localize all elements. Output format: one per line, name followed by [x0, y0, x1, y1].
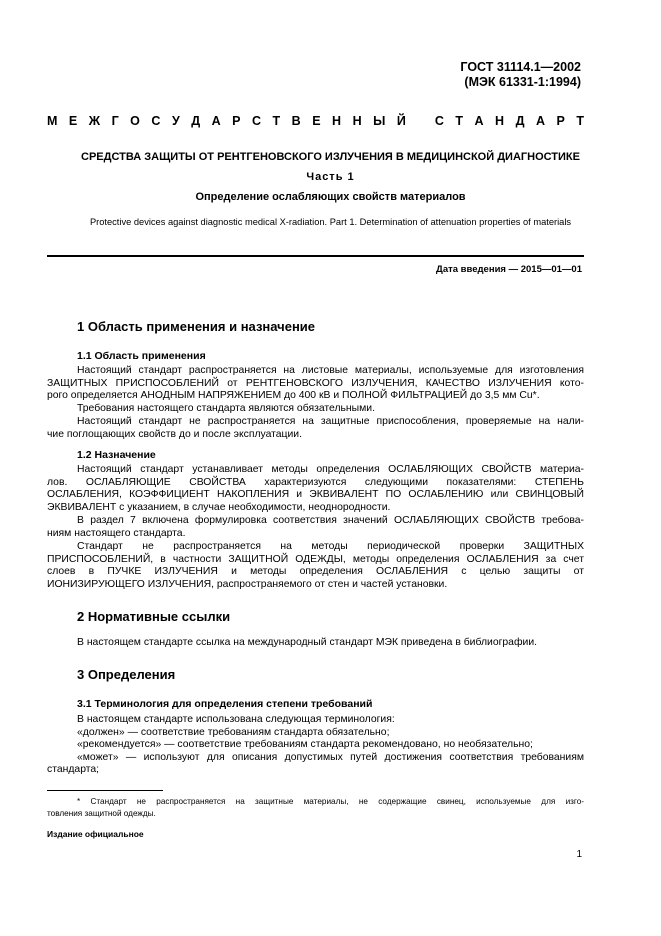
banner-letter: Г: [111, 114, 119, 128]
section-2-paragraph: [77, 637, 584, 650]
footnote: [47, 796, 584, 820]
text-line: ЭКВИВАЛЕНТ с указанием, в случае необходимости, неоднородности.: [47, 501, 391, 513]
section-1-1-heading: 1.1 Область применения: [77, 350, 206, 362]
standard-code-block: [460, 60, 581, 90]
banner-letter: Р: [232, 114, 241, 128]
footnote-line: товления защитной одежды.: [47, 809, 156, 818]
text-line: В настоящем стандарте ссылка на международный стандарт МЭК приведена в библиографии.: [77, 637, 538, 648]
section-3-1-terminology: [47, 714, 584, 777]
banner-letter: Ж: [88, 114, 101, 128]
text-line: ИОНИЗИРУЮЩЕГО ИЗЛУЧЕНИЯ, распространяемого от стен и частей установки.: [47, 578, 448, 590]
section-1-1-paragraph-3: [47, 416, 584, 441]
text-line: слоев в ПУЧКЕ ИЗЛУЧЕНИЯ и методы определения ОСЛАБЛЕНИЯ с целью защиты от: [47, 566, 584, 577]
text-line: Требования настоящего стандарта являются обязательными.: [77, 403, 375, 414]
banner-letter: А: [211, 114, 221, 128]
banner-letter: С: [434, 114, 444, 128]
banner-letter: Т: [272, 114, 281, 128]
banner-letter: Т: [455, 114, 464, 128]
banner-letter: Е: [312, 114, 321, 128]
section-2-heading: 2 Нормативные ссылки: [77, 609, 231, 624]
banner-letter: Н: [332, 114, 342, 128]
section-1-2-paragraph-3: [47, 541, 584, 591]
banner-letter: А: [474, 114, 484, 128]
banner-letter: Д: [191, 114, 201, 128]
banner-letter: М: [47, 114, 58, 128]
text-line: ниям настоящего стандарта.: [47, 527, 186, 539]
banner-letter: Й: [396, 114, 406, 128]
text-line: ПРИСПОСОБЛЕНИЙ, в частности ЗАЩИТНОЙ ОДЕЖДЫ, методы определения ОСЛАБЛЕНИЯ за счет: [47, 553, 584, 565]
text-line: Настоящий стандарт устанавливает методы определения ОСЛАБЛЯЮЩИХ СВОЙСТВ материа-: [77, 464, 584, 475]
text-line: лов. ОСЛАБЛЯЮЩИЕ СВОЙСТВА характеризуются следующими показателями: СТЕПЕНЬ: [47, 476, 584, 488]
banner-letter: О: [130, 114, 140, 128]
banner-letter: В: [291, 114, 301, 128]
english-title: Protective devices against diagnostic medical X-radiation. Part 1. Determination of attenuation properties of materials: [89, 217, 572, 227]
text-line: стандарта;: [47, 764, 100, 775]
section-3-1-heading: 3.1 Терминология для определения степени требований: [77, 698, 373, 710]
page-number: 1: [576, 849, 582, 860]
text-line: Настоящий стандарт не распространяется на защитные приспособления, проверяемые на нали-: [77, 416, 584, 427]
banner-letter: А: [535, 114, 546, 128]
title-divider: [47, 255, 584, 257]
text-line: рого определяется АНОДНЫМ НАПРЯЖЕНИЕМ до 400 кВ и ПОЛНОЙ ФИЛЬТРАЦИЕЙ до 3,5 мм Cu*.: [47, 390, 540, 401]
section-1-1-paragraph-2: [77, 403, 584, 416]
banner-letter: Т: [576, 114, 584, 128]
banner-letter: С: [151, 114, 161, 128]
section-1-1-paragraph-1: [47, 365, 584, 403]
section-1-2-heading: 1.2 Назначение: [77, 449, 156, 461]
section-1-2-paragraph-2: [47, 515, 584, 540]
banner-letter: С: [252, 114, 262, 128]
gost-code: ГОСТ 31114.1—2002: [460, 60, 581, 74]
banner-word-gap: [417, 114, 423, 128]
text-line: В настоящем стандарте использована следующая терминология:: [77, 714, 395, 725]
introduction-date: Дата введения — 2015—01—01: [436, 264, 582, 275]
section-1-heading: 1 Область применения и назначение: [77, 319, 316, 334]
text-line: В раздел 7 включена формулировка соответствия значений ОСЛАБЛЯЮЩИХ СВОЙСТВ требова-: [77, 515, 584, 526]
banner-letter: Д: [515, 114, 525, 128]
text-line: Настоящий стандарт распространяется на листовые материалы, используемые для изготовления: [77, 365, 584, 376]
iec-code: (МЭК 61331-1:1994): [464, 75, 581, 89]
banner-letter: Е: [68, 114, 78, 128]
text-line: «должен» — соответствие требованиям стандарта обязательно;: [77, 726, 390, 738]
interstate-standard-banner: [47, 114, 584, 128]
footnote-divider: [47, 790, 163, 791]
text-line: Стандарт не распространяется на методы периодической проверки ЗАЩИТНЫХ: [77, 541, 584, 552]
official-edition-label: Издание официальное: [47, 829, 144, 839]
banner-letter: Н: [495, 114, 505, 128]
text-line: чие поглощающих свойств до и после эксплуатации.: [47, 428, 303, 440]
text-line: ЗАЩИТНЫХ ПРИСПОСОБЛЕНИЙ от РЕНТГЕНОВСКОГО ИЗЛУЧЕНИЯ, КАЧЕСТВО ИЗЛУЧЕНИЯ кото-: [47, 377, 584, 389]
banner-letter: Ы: [373, 114, 386, 128]
text-line: ОСЛАБЛЕНИЯ, КОЭФФИЦИЕНТ НАКОПЛЕНИЯ и ЭКВИВАЛЕНТ ПО ОСЛАБЛЕНИЮ или СВИНЦОВЫЙ: [47, 489, 584, 500]
text-line: «рекомендуется» — соответствие требованиям стандарта рекомендовано, но необязательно;: [77, 739, 533, 750]
section-3-heading: 3 Определения: [77, 667, 176, 682]
footnote-line: * Стандарт не распространяется на защитные материалы, не содержащие свинец, используемые для изго-: [77, 797, 584, 806]
part-label: Часть 1: [306, 171, 355, 183]
section-1-2-paragraph-1: [47, 464, 584, 514]
banner-letter: Р: [556, 114, 565, 128]
text-line: «может» — используют для описания допустимых путей достижения соответствия требованиям: [77, 751, 584, 763]
document-title: СРЕДСТВА ЗАЩИТЫ ОТ РЕНТГЕНОВСКОГО ИЗЛУЧЕНИЯ В МЕДИЦИНСКОЙ ДИАГНОСТИКЕ: [81, 151, 580, 163]
document-subtitle: Определение ослабляющих свойств материалов: [195, 191, 466, 203]
banner-letter: Н: [352, 114, 362, 128]
banner-letter: У: [171, 114, 180, 128]
